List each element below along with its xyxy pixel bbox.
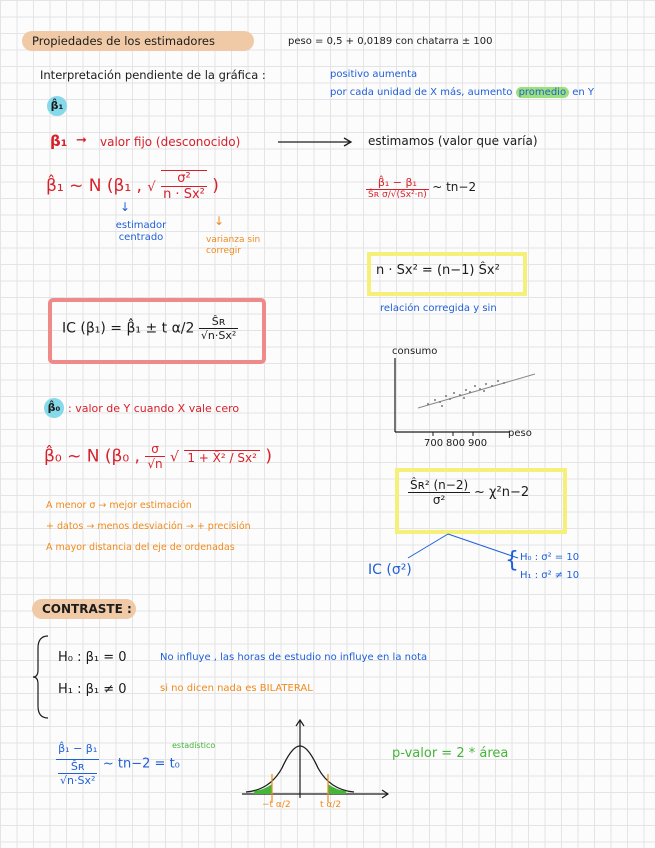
- beta1-valor-fijo: valor fijo (desconocido): [100, 135, 241, 149]
- stat-den: [56, 760, 99, 787]
- right-tail: [328, 784, 346, 794]
- varianza-note: varianza sin corregir: [206, 235, 261, 256]
- estimamos-text: estimamos (valor que varía): [368, 134, 538, 148]
- relation-note: relación corregida y sin: [380, 303, 497, 314]
- down-arrow-orange: ↓: [214, 214, 225, 228]
- interpretation-line2: [330, 87, 594, 98]
- beta0-frac-num: σ: [145, 442, 164, 457]
- left-tail: [254, 784, 272, 794]
- t-stat: [366, 176, 476, 200]
- ic-beta1-frac: [199, 315, 238, 342]
- chi-h1: H₁ : σ² ≠ 10: [520, 570, 580, 581]
- close-paren-2: ): [265, 446, 272, 467]
- beta0-dist-frac: [145, 442, 164, 471]
- stat-label: estadístico: [172, 741, 216, 750]
- close-paren: ): [212, 176, 219, 196]
- stat-frac: [56, 742, 99, 787]
- stat-den-bottom: √n·Sx²: [60, 774, 96, 787]
- t-stat-result: ~ tn−2: [432, 180, 477, 194]
- contraste-h0-note: No influye , las horas de estudio no influye en la nota: [160, 652, 428, 663]
- beta0-hat-badge: β̂₀: [44, 398, 64, 418]
- chi-formula: [408, 478, 529, 507]
- stat-inner-frac: [58, 760, 97, 787]
- t-stat-num: β̂₁ − β₁: [366, 176, 429, 190]
- bell-curve: [240, 718, 390, 804]
- chi-den: σ²: [432, 493, 446, 507]
- contraste-h1: H₁ : β₁ ≠ 0: [58, 682, 127, 697]
- chi-result: ~ χ²n−2: [473, 485, 530, 500]
- chart-ylabel: consumo: [392, 346, 438, 357]
- chart-xlabel: peso: [508, 428, 532, 439]
- interp-line2-pre: por cada unidad de X más, aumento: [330, 87, 513, 98]
- sqrt-icon-2: √: [170, 449, 179, 466]
- chi-h0: H₀ : σ² = 10: [520, 552, 580, 563]
- ic-beta1-den: √n·Sx²: [200, 329, 237, 342]
- sqrt-icon: √: [147, 180, 156, 195]
- stat-formula: [56, 742, 180, 787]
- beta1-dist-num: σ²: [161, 171, 207, 187]
- right-critical: t α/2: [320, 800, 342, 810]
- t-stat-frac: [366, 176, 429, 200]
- long-arrow-icon: [278, 136, 356, 148]
- contraste-brace: [32, 634, 52, 720]
- beta0-dist-lhs: β̂₀ ~ N (β₀ ,: [44, 446, 140, 467]
- pvalue-text: p-valor = 2 * área: [392, 746, 509, 761]
- beta1-dist: [46, 170, 219, 202]
- estimador-note: estimador centrado: [115, 220, 167, 243]
- regression-line: [418, 374, 535, 408]
- beta1-hat-badge: β̂₁: [47, 96, 67, 116]
- red-arrow: ➞: [76, 133, 87, 148]
- ic-beta1-num: Ŝʀ: [199, 315, 238, 329]
- scatter-points: [427, 380, 505, 407]
- beta0-note-3: A mayor distancia del eje de ordenadas: [46, 542, 235, 553]
- contraste-title: CONTRASTE :: [32, 599, 136, 619]
- interp-line2-post: en Y: [572, 87, 595, 98]
- beta0-desc: : valor de Y cuando X vale cero: [68, 402, 240, 415]
- chart-tick-700: 700: [424, 438, 444, 449]
- interpretation-label: Interpretación pendiente de la gráfica :: [40, 68, 266, 82]
- down-arrow-blue: ↓: [120, 200, 131, 214]
- relation-formula: n · Sx² = (n−1) Ŝx²: [376, 263, 500, 278]
- stat-result: ~ tn−2 = t₀: [102, 756, 180, 772]
- beta0-dist: [44, 442, 272, 471]
- chi-num: Ŝʀ² (n−2): [410, 478, 469, 492]
- beta0-sqrt-content: 1 + X̄² / Sx²: [184, 450, 260, 465]
- chart-tick-900: 900: [468, 438, 488, 449]
- brace-icon: {: [505, 548, 519, 573]
- t-stat-den: Ŝʀ σ/√(Sx²·n): [368, 190, 427, 200]
- beta1-dist-den: n · Sx²: [163, 187, 205, 202]
- interpretation-positive: positivo aumenta: [330, 69, 418, 80]
- beta0-note-2: + datos → menos desviación → + precisión: [46, 521, 251, 532]
- chart-tick-800: 800: [446, 438, 466, 449]
- header-note: peso = 0,5 + 0,0189 con chatarra ± 100: [288, 36, 493, 47]
- ic-sigma: IC (σ²): [368, 562, 412, 578]
- ic-beta1-formula: [62, 315, 238, 342]
- beta1-dist-lhs: β̂₁ ~ N (β₁ ,: [46, 176, 142, 196]
- stat-num: β̂₁ − β₁: [56, 742, 99, 760]
- left-critical: −t α/2: [262, 800, 291, 810]
- contraste-h0: H₀ : β₁ = 0: [58, 650, 127, 665]
- page-title: Propiedades de los estimadores: [22, 31, 254, 51]
- beta0-note-1: A menor σ → mejor estimación: [46, 500, 192, 511]
- chi-frac: [408, 478, 470, 507]
- beta1-dist-frac: [161, 170, 207, 202]
- stat-den-top: Ŝʀ: [58, 760, 97, 774]
- beta1-symbol: β₁: [50, 132, 68, 150]
- ic-beta1-lhs: IC (β₁) = β̂₁ ± t α/2: [62, 320, 195, 337]
- contraste-h1-note: si no dicen nada es BILATERAL: [160, 683, 313, 694]
- beta0-frac-den: √n: [147, 457, 163, 471]
- interp-highlight: promedio: [516, 87, 570, 98]
